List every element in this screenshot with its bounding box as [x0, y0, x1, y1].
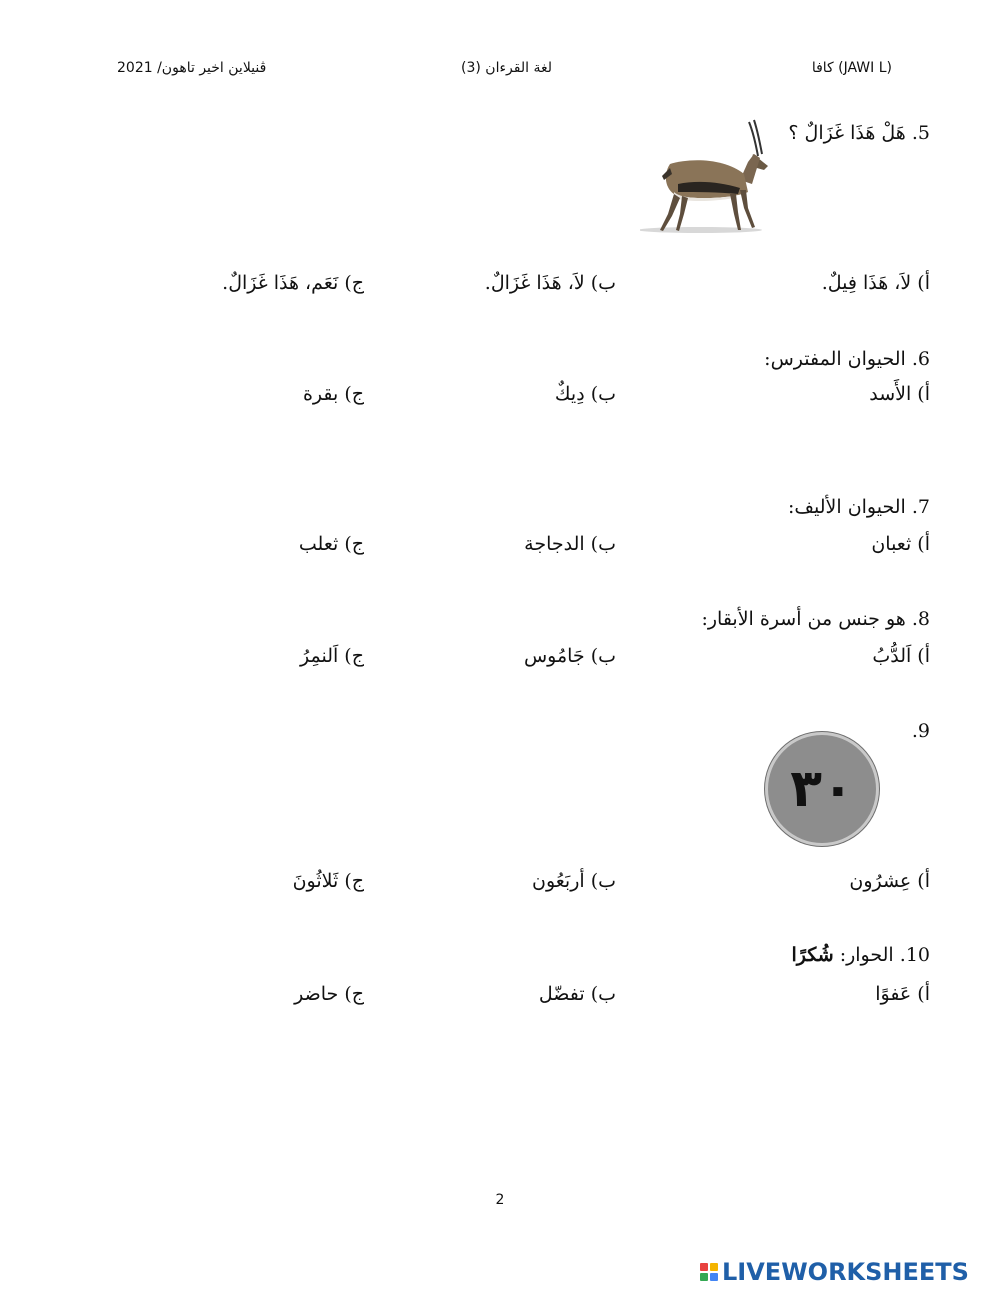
question-number: 9. — [911, 720, 930, 742]
liveworksheets-logo-icon — [700, 1263, 718, 1281]
option-b[interactable]: ب) جَامُوس — [523, 645, 616, 667]
logo-tile — [700, 1263, 708, 1271]
question-9 — [912, 720, 930, 742]
circle-number: ٣٠ — [790, 759, 854, 819]
question-number: 10. — [899, 944, 930, 966]
option-b[interactable]: ب) دِيكٌ — [554, 383, 616, 405]
question-prompt: الحوار: — [839, 944, 894, 966]
question-number: 7. — [911, 496, 930, 518]
number-circle — [765, 732, 879, 846]
header-course-code: كافا (JAWI L) — [811, 60, 892, 76]
question-6 — [764, 348, 930, 370]
option-a[interactable]: أ) عَفوًا — [875, 983, 930, 1005]
option-c[interactable]: ج) ثعلب — [298, 533, 364, 555]
question-5 — [788, 122, 930, 144]
question-number: 8. — [911, 608, 930, 630]
question-prompt: الحيوان الأليف: — [787, 496, 906, 518]
question-prompt-strong: شُكرًا — [791, 944, 834, 966]
header-exam-title: ڤنيلاين اخير تاهون/ 2021 — [117, 60, 267, 76]
option-c[interactable]: ج) بقرة — [302, 383, 364, 405]
option-b[interactable]: ب) تفضّل — [538, 983, 616, 1005]
option-a[interactable]: أ) ثعبان — [871, 533, 930, 555]
option-c[interactable]: ج) ثَلاثُونَ — [292, 870, 364, 892]
gazelle-image — [640, 118, 768, 234]
question-8 — [701, 608, 930, 630]
logo-tile — [710, 1263, 718, 1271]
option-c[interactable]: ج) اَلنمِرُ — [300, 645, 364, 667]
question-prompt: هَلْ هَذَا غَزَالٌ ؟ — [788, 122, 906, 144]
logo-tile — [700, 1273, 708, 1281]
question-number: 5. — [911, 122, 930, 144]
page-number: 2 — [495, 1192, 505, 1208]
option-a[interactable]: أ) لاَ، هَذَا فِيلٌ. — [821, 272, 930, 294]
question-number: 6. — [911, 348, 930, 370]
question-10 — [791, 944, 930, 966]
brand-name: LIVEWORKSHEETS — [722, 1258, 969, 1286]
option-a[interactable]: أ) عِشرُون — [849, 870, 930, 892]
option-c[interactable]: ج) حاضر — [294, 983, 364, 1005]
question-7 — [788, 496, 930, 518]
question-prompt: الحيوان المفترس: — [764, 348, 906, 370]
option-b[interactable]: ب) أربَعُون — [531, 870, 616, 892]
option-b[interactable]: ب) الدجاجة — [524, 533, 616, 555]
liveworksheets-brand[interactable] — [700, 1258, 969, 1286]
question-prompt: هو جنس من أسرة الأبقار: — [701, 608, 906, 630]
option-a[interactable]: أ) اَلدُّبُ — [872, 645, 930, 667]
option-b[interactable]: ب) لاَ، هَذَا غَزَالٌ. — [484, 272, 616, 294]
option-a[interactable]: أ) الأَسد — [869, 383, 930, 405]
logo-tile — [710, 1273, 718, 1281]
header-subject: لغة القرءان (3) — [461, 60, 552, 76]
option-c[interactable]: ج) نَعَم، هَذَا غَزَالٌ. — [222, 272, 364, 294]
